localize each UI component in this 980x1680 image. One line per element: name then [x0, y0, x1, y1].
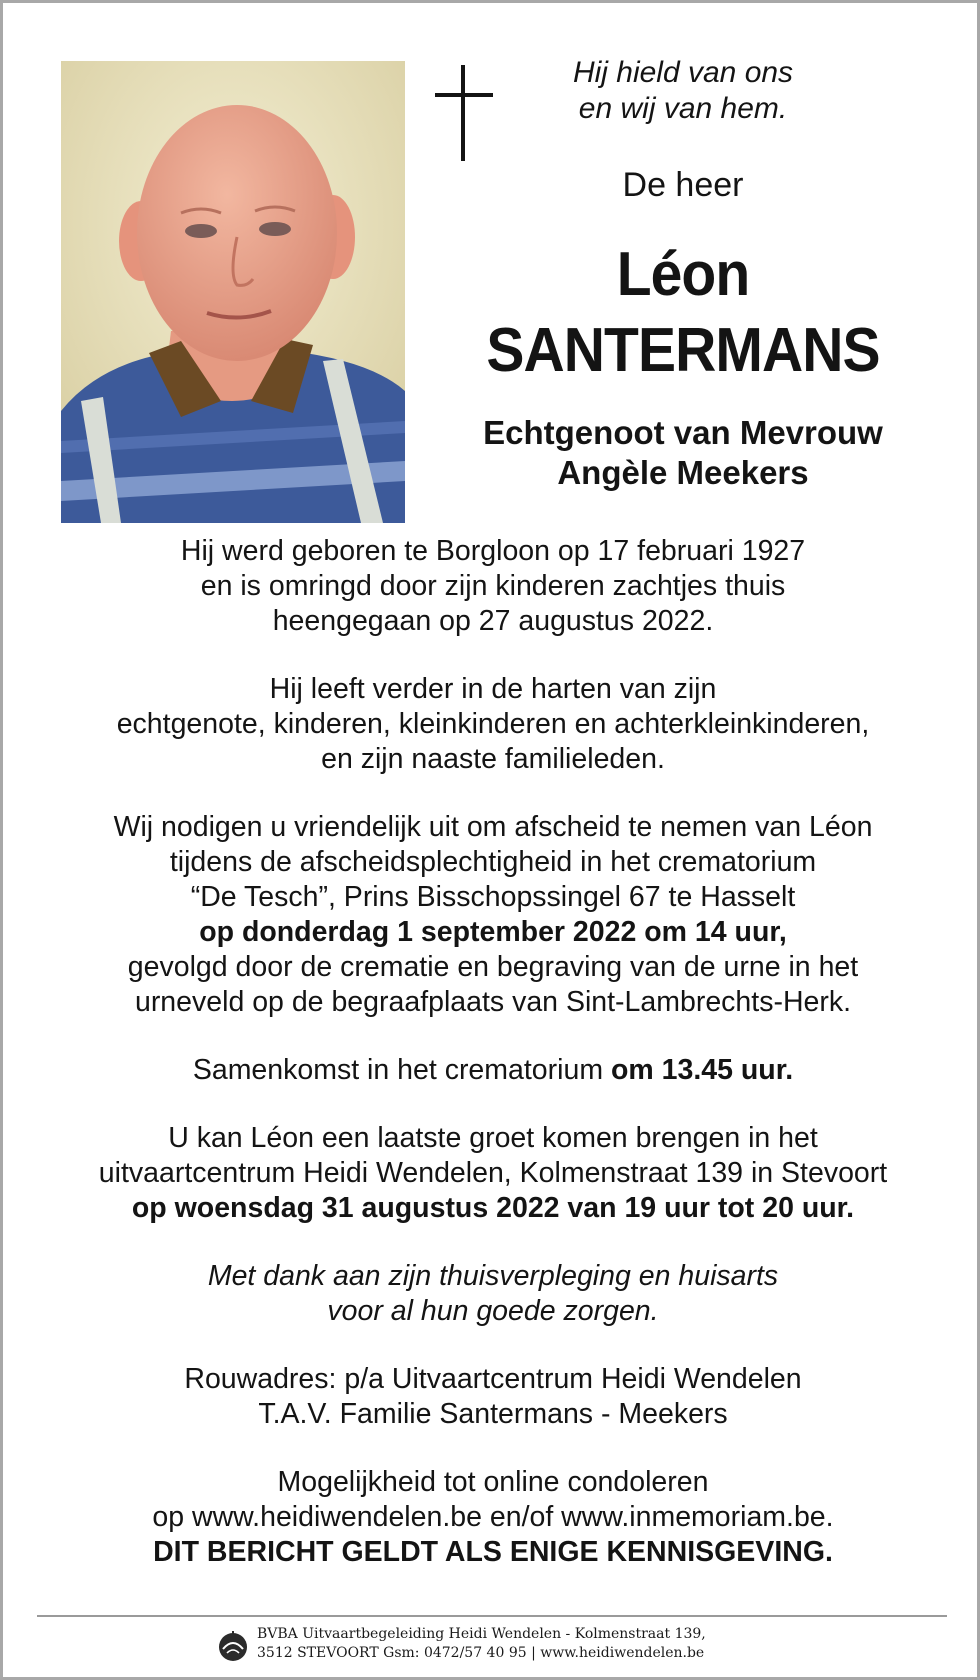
text-line: Wij nodigen u vriendelijk uit om afscheid te nemen van Léon — [113, 811, 873, 843]
birth-paragraph — [43, 534, 943, 639]
text-line: Mogelijkheid tot online condoleren — [277, 1466, 709, 1498]
text-line: gevolgd door de crematie en begraving van de urne in het — [127, 951, 859, 983]
text-line: tijdens de afscheidsplechtigheid in het crematorium — [169, 846, 817, 878]
footer-divider — [37, 1615, 947, 1617]
text-line: Rouwadres: p/a Uitvaartcentrum Heidi Wendelen — [184, 1363, 802, 1395]
text-line: en zijn naaste familieleden. — [321, 743, 665, 775]
first-name: Léon — [616, 240, 750, 309]
gathering-paragraph — [43, 1053, 943, 1088]
text-line: Met dank aan zijn thuisverpleging en huisarts — [207, 1260, 779, 1292]
address-paragraph — [43, 1362, 943, 1432]
text-line: “De Tesch”, Prins Bisschopssingel 67 te Hasselt — [190, 881, 796, 913]
motto-line: en wij van hem. — [578, 92, 788, 125]
visit-paragraph — [43, 1121, 943, 1226]
text-line: U kan Léon een laatste groet komen brengen in het — [168, 1122, 818, 1154]
spouse-line-1: Echtgenoot van Mevrouw — [483, 414, 883, 451]
spouse-line — [443, 413, 923, 493]
motto-line: Hij hield van ons — [572, 56, 794, 89]
motto — [443, 55, 923, 127]
text-line: op www.heidiwendelen.be en/of www.inmemoriam.be. — [152, 1501, 834, 1533]
text-line: echtgenote, kinderen, kleinkinderen en achterkleinkinderen, — [116, 708, 870, 740]
gathering-time: om 13.45 uur. — [610, 1054, 794, 1086]
footer-line: 3512 STEVOORT Gsm: 0472/57 40 95 | www.heidiwendelen.be — [257, 1645, 705, 1661]
thanks-paragraph — [43, 1259, 943, 1329]
text-line: voor al hun goede zorgen. — [327, 1295, 659, 1327]
text-line: urneveld op de begraafplaats van Sint-Lambrechts-Herk. — [134, 986, 852, 1018]
notice-body — [43, 534, 943, 1570]
online-paragraph — [43, 1465, 943, 1570]
text-line: Hij werd geboren te Borgloon op 17 februari 1927 — [180, 535, 806, 567]
text-line: T.A.V. Familie Santermans - Meekers — [258, 1398, 728, 1430]
footer-line: BVBA Uitvaartbegeleiding Heidi Wendelen - Kolmenstraat 139, — [257, 1626, 706, 1642]
deceased-name — [462, 237, 904, 389]
official-notice-line: DIT BERICHT GELDT ALS ENIGE KENNISGEVING. — [153, 1536, 833, 1568]
ceremony-date: op donderdag 1 september 2022 om 14 uur, — [199, 916, 787, 948]
text-line: heengegaan op 27 augustus 2022. — [272, 605, 714, 637]
last-name: SANTERMANS — [486, 316, 880, 385]
survivors-paragraph — [43, 672, 943, 777]
text-line: uitvaartcentrum Heidi Wendelen, Kolmenstraat 139 in Stevoort — [98, 1157, 888, 1189]
footer-text — [257, 1625, 777, 1663]
spouse-line-2: Angèle Meekers — [557, 454, 809, 491]
portrait-photo — [61, 61, 405, 523]
text-line: Hij leeft verder in de harten van zijn — [269, 673, 717, 705]
text-line: Samenkomst in het crematorium — [192, 1054, 611, 1086]
funeral-home-logo-icon — [217, 1629, 249, 1663]
visit-date: op woensdag 31 augustus 2022 van 19 uur tot 20 uur. — [131, 1192, 855, 1224]
honorific: De heer — [622, 166, 744, 204]
text-line: en is omringd door zijn kinderen zachtjes thuis — [200, 570, 786, 602]
ceremony-paragraph — [43, 810, 943, 1020]
